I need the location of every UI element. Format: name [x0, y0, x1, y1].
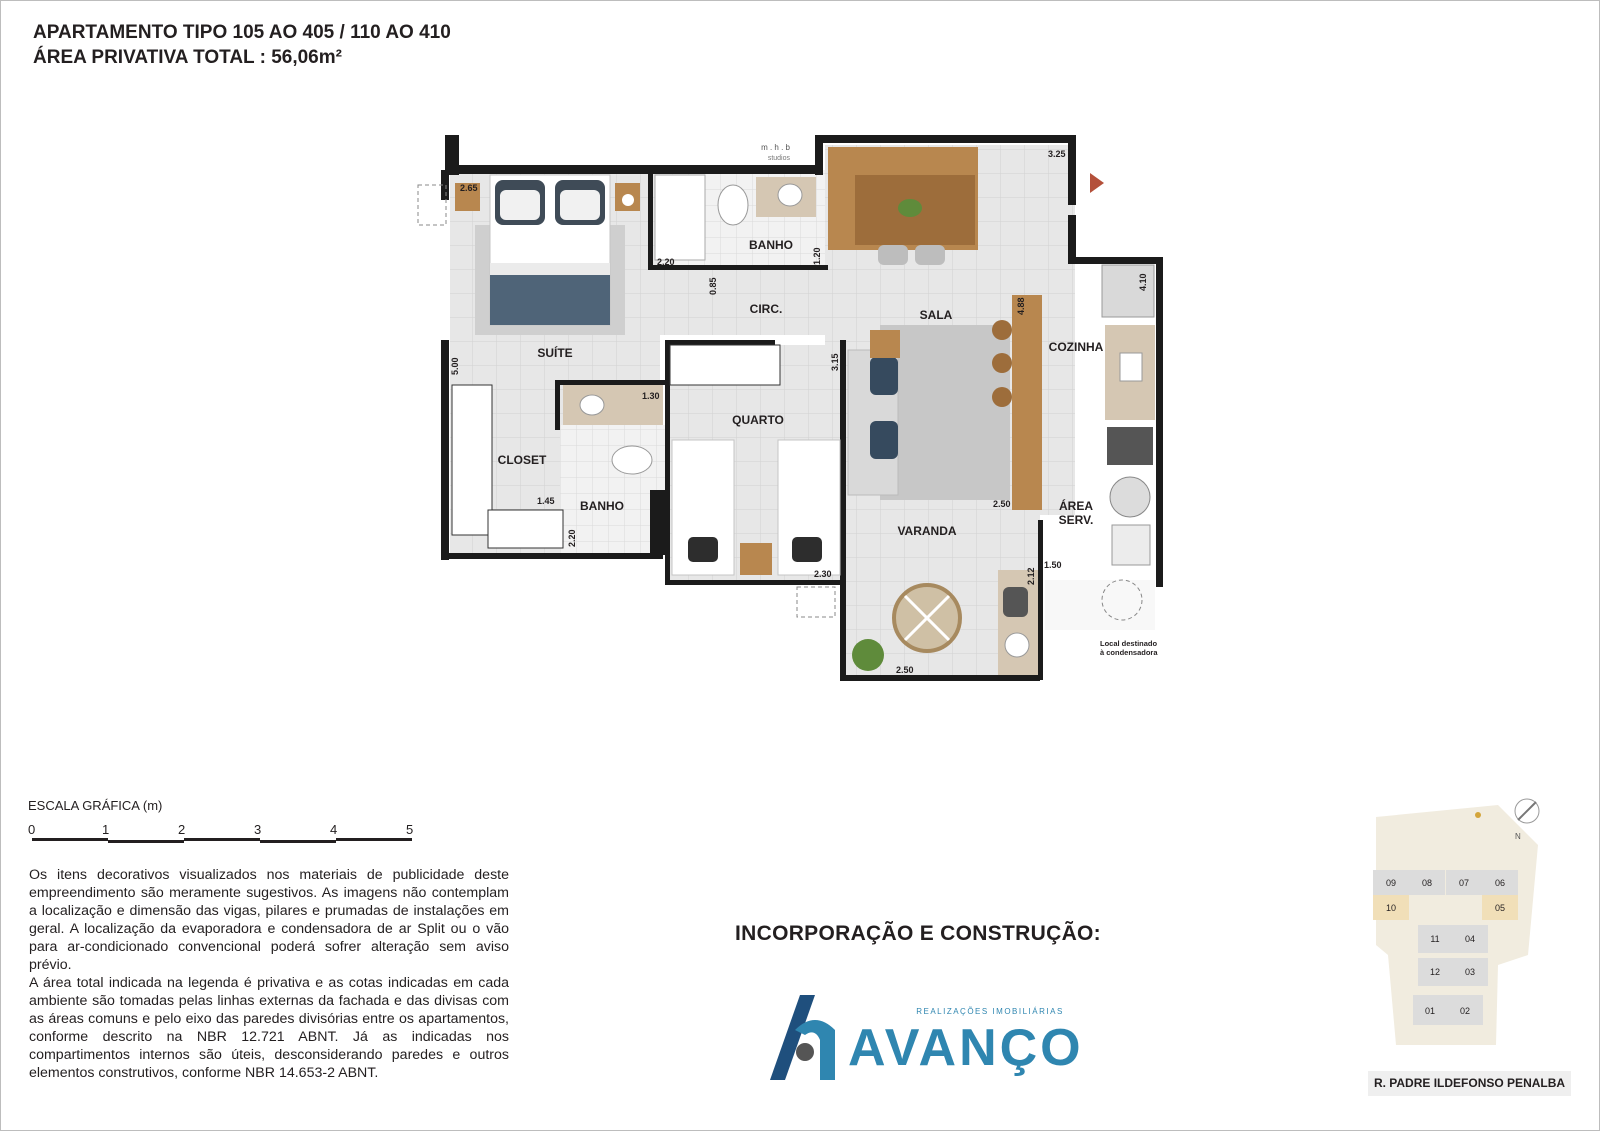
room-label-banho-suite: BANHO — [580, 499, 624, 513]
dimension-label: 2.30 — [814, 569, 832, 579]
dimension-label: 1.20 — [812, 247, 822, 265]
dimension-label: 4.88 — [1016, 297, 1026, 315]
unit-label: 03 — [1464, 967, 1476, 977]
disclaimer — [29, 866, 509, 1082]
page-title — [33, 20, 451, 70]
brand-tagline: REALIZAÇÕES IMOBILIÁRIAS — [916, 1007, 1064, 1016]
scale-tick-label: 5 — [406, 822, 414, 837]
room-label-quarto: QUARTO — [732, 413, 784, 427]
dining-table — [828, 147, 978, 265]
scale-tick-label: 1 — [102, 822, 110, 837]
disclaimer-paragraph: A área total indicada na legenda é privativa e as cotas indicadas em cada ambiente são tomadas pelas linhas externas da fachada e das divisas com as áreas comuns e pelo eixo das paredes divisórias entre os apartamentos, conforme descrito na NBR 12.721 ABNT. Já as indicadas nos compartimentos internos são úteis, desconsiderando paredes e outros elementos construtivos, conforme NBR 14.653-2 ABNT. — [29, 975, 509, 1081]
dimension-label: 3.25 — [1048, 149, 1066, 159]
unit-label: 06 — [1494, 878, 1506, 888]
dimension-label: 2.12 — [1026, 567, 1036, 585]
room-label-suite: SUÍTE — [537, 346, 573, 360]
title-line-1: APARTAMENTO TIPO 105 AO 405 / 110 AO 410 — [33, 22, 451, 43]
north-label: N — [1515, 832, 1521, 841]
dimension-label: 5.00 — [450, 357, 460, 375]
room-label-closet: CLOSET — [497, 453, 547, 467]
watermark: m . h . b — [761, 143, 790, 152]
room-label-varanda: VARANDA — [897, 524, 957, 538]
kitchen-appliances — [1102, 265, 1155, 565]
room-label-banho-social: BANHO — [749, 238, 793, 252]
dimension-label: 1.30 — [642, 391, 660, 401]
unit-label: 08 — [1421, 878, 1433, 888]
dimension-label: 4.10 — [1138, 273, 1148, 291]
scale-tick-label: 2 — [178, 822, 186, 837]
room-label-area-serv-2: SERV. — [1058, 513, 1094, 527]
room-label-circ: CIRC. — [749, 302, 783, 316]
dimension-label: 1.45 — [537, 496, 555, 506]
room-label-sala: SALA — [919, 308, 953, 322]
unit-label-highlight: 05 — [1494, 903, 1506, 913]
unit-label: 07 — [1458, 878, 1470, 888]
condensadora-note-2: à condensadora — [1100, 648, 1158, 657]
dimension-label: 3.15 — [830, 353, 840, 371]
dimension-label: 0.85 — [708, 277, 718, 295]
entrance-arrow-icon — [1090, 173, 1104, 193]
watermark-sub: studios — [767, 155, 790, 162]
room-label-area-serv: ÁREA — [1058, 499, 1094, 513]
scale-tick-label: 3 — [254, 822, 262, 837]
unit-label: 04 — [1464, 934, 1476, 944]
graphic-scale — [28, 822, 428, 852]
avanco-logo — [760, 990, 1120, 1090]
title-line-2: ÁREA PRIVATIVA TOTAL : 56,06m² — [33, 47, 342, 68]
scale-tick-label: 4 — [330, 822, 338, 837]
unit-label: 09 — [1385, 878, 1397, 888]
unit-label: 02 — [1459, 1006, 1471, 1016]
brand-name: AVANÇO — [848, 1019, 1084, 1077]
floor-plan — [400, 125, 1180, 695]
scale-tick-label: 0 — [28, 822, 36, 837]
condensadora-note: Local destinado — [1100, 639, 1158, 648]
dimension-label: 2.50 — [993, 499, 1011, 509]
key-plan — [1368, 795, 1568, 1065]
dimension-label: 1.50 — [1044, 560, 1062, 570]
dimension-label: 2.20 — [567, 529, 577, 547]
dimension-label: 2.65 — [460, 183, 478, 193]
unit-label: 01 — [1424, 1006, 1436, 1016]
unit-label: 11 — [1430, 934, 1440, 944]
condenser-slot — [797, 587, 835, 617]
unit-label: 12 — [1429, 967, 1441, 977]
incorporacao-heading: INCORPORAÇÃO E CONSTRUÇÃO: — [735, 922, 1101, 945]
unit-label-highlight: 10 — [1385, 903, 1397, 913]
scale-label: ESCALA GRÁFICA (m) — [28, 798, 163, 813]
dimension-label: 2.20 — [657, 257, 675, 267]
street-name: R. PADRE ILDEFONSO PENALBA — [1368, 1071, 1571, 1096]
disclaimer-paragraph: Os itens decorativos visualizados nos materiais de publicidade deste empreendimento são meramente sugestivos. As imagens não contemplam a localização e dimensão das vigas, pilares e prumadas de instalações em geral. A localização da evaporadora e condensadora de ar Split ou o vão para ar-condicionado convencional poderá sofrer alteração sem aviso prévio. — [29, 867, 509, 973]
dimension-label: 2.50 — [896, 665, 914, 675]
room-label-cozinha: COZINHA — [1048, 340, 1104, 354]
